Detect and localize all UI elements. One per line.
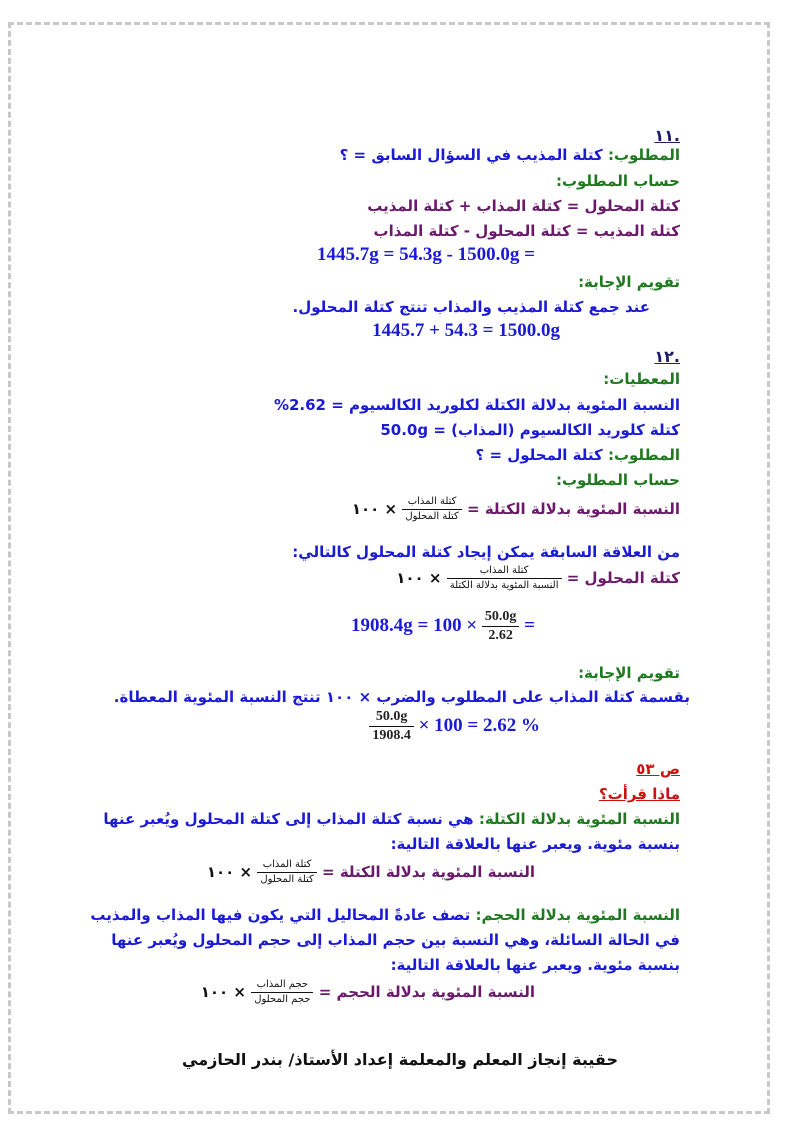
q11-required [340, 146, 680, 164]
volume-percent-definition [90, 906, 680, 924]
fraction-numerator: حجم المذاب [251, 980, 313, 993]
q12-required-text: كتلة المحلول = ؟ [475, 446, 603, 464]
volume-percent-label: النسبة المئوية بدلالة الحجم: [475, 906, 680, 924]
volume-percent-text-2: في الحالة السائلة، وهي النسبة بين حجم المذاب إلى حجم المحلول ويُعبر عنها [111, 931, 680, 949]
times-100: × ١٠٠ [351, 500, 398, 518]
fraction-numerator: 50.0g [369, 710, 414, 727]
q11-equation-1: كتلة المحلول = كتلة المذاب + كتلة المذيب [367, 197, 680, 215]
mass-percent-definition [103, 810, 680, 828]
q12-formula-2 [396, 566, 680, 591]
page-footer: حقيبة إنجاز المعلم والمعلمة إعداد الأستاذ/ بندر الحازمي [182, 1050, 618, 1069]
calc-fraction [482, 610, 520, 643]
fraction-denominator: حجم المحلول [254, 994, 311, 1005]
what-did-you-read: ماذا قرأت؟ [598, 785, 680, 803]
calc-lhs: 1908.4g = 100 × [351, 614, 478, 636]
q11-equation-2: كتلة المذيب = كتلة المحلول - كتلة المذاب [373, 222, 680, 240]
eval-fraction [369, 710, 414, 743]
fraction-denominator: 1908.4 [372, 728, 411, 743]
mass-formula-fraction [257, 860, 316, 885]
q12-eval-value [369, 710, 540, 743]
q12-formula [352, 497, 680, 522]
mass-percent-text-2: بنسبة مئوية. ويعبر عنها بالعلاقة التالية: [390, 835, 680, 853]
q12-calc-label: حساب المطلوب: [555, 471, 680, 489]
q12-formula2-fraction [447, 566, 562, 591]
times-100: × ١٠٠ [206, 863, 253, 881]
fraction-denominator: كتلة المحلول [405, 511, 459, 522]
document-body [60, 0, 690, 1131]
q11-eval-value: 1445.7 + 54.3 = 1500.0g [372, 320, 560, 341]
q12-derive-text: من العلاقة السابقة يمكن إيجاد كتلة المحلول كالتالي: [292, 543, 680, 561]
eval-rest: × 100 = 2.62 % [418, 714, 540, 736]
volume-formula-lhs: النسبة المئوية بدلالة الحجم = [318, 983, 535, 1001]
fraction-denominator: كتلة المحلول [260, 874, 314, 885]
fraction-numerator: كتلة المذاب [447, 566, 562, 579]
times-100: × ١٠٠ [396, 569, 442, 587]
mass-formula-lhs: النسبة المئوية بدلالة الكتلة = [322, 863, 535, 881]
q11-required-label: المطلوب: [607, 146, 680, 164]
q12-given-1: النسبة المئوية بدلالة الكتلة لكلوريد الكالسيوم = 2.62% [273, 396, 680, 414]
q11-calc-label: حساب المطلوب: [555, 172, 680, 190]
q12-formula2-lhs: كتلة المحلول = [566, 569, 680, 587]
q12-given-label: المعطيات: [603, 370, 680, 388]
q11-eval-text: عند جمع كتلة المذيب والمذاب تنتج كتلة المحلول. [292, 298, 650, 316]
q11-calc-value: 1445.7g = 54.3g - 1500.0g = [317, 244, 535, 265]
q12-eval-text: بقسمة كتلة المذاب على المطلوب والضرب × ١٠٠ تنتج النسبة المئوية المعطاة. [113, 688, 690, 706]
volume-formula-fraction [251, 980, 313, 1005]
fraction-denominator: النسبة المئوية بدلالة الكتلة [449, 580, 559, 591]
q12-required [476, 446, 680, 464]
q12-formula-fraction [402, 497, 461, 522]
q12-required-label: المطلوب: [607, 446, 680, 464]
fraction-numerator: كتلة المذاب [402, 497, 461, 510]
q12-given-2: كتلة كلوريد الكالسيوم (المذاب) = 50.0g [380, 421, 680, 439]
q11-required-text: كتلة المذيب في السؤال السابق = ؟ [339, 146, 603, 164]
mass-percent-formula [207, 860, 535, 885]
q12-calc-value [351, 610, 535, 643]
page-ref: ص ٥٣ [636, 760, 680, 778]
q12-eval-label: تقويم الإجابة: [578, 664, 680, 682]
mass-percent-text: هي نسبة كتلة المذاب إلى كتلة المحلول ويُعبر عنها [103, 810, 474, 828]
times-100: × ١٠٠ [200, 983, 246, 1001]
question-11-number: .١١ [654, 126, 680, 145]
volume-percent-text-3: بنسبة مئوية. ويعبر عنها بالعلاقة التالية: [390, 956, 680, 974]
fraction-numerator: 50.0g [482, 610, 520, 627]
fraction-numerator: كتلة المذاب [257, 860, 316, 873]
volume-percent-formula [201, 980, 535, 1005]
q11-eval-label: تقويم الإجابة: [578, 273, 680, 291]
fraction-denominator: 2.62 [488, 628, 513, 643]
volume-percent-text: تصف عادةً المحاليل التي يكون فيها المذاب والمذيب [90, 906, 471, 924]
q12-formula-lhs: النسبة المئوية بدلالة الكتلة = [467, 500, 680, 518]
mass-percent-label: النسبة المئوية بدلالة الكتلة: [478, 810, 680, 828]
calc-eq: = [524, 614, 535, 636]
question-12-number: .١٢ [654, 347, 680, 366]
